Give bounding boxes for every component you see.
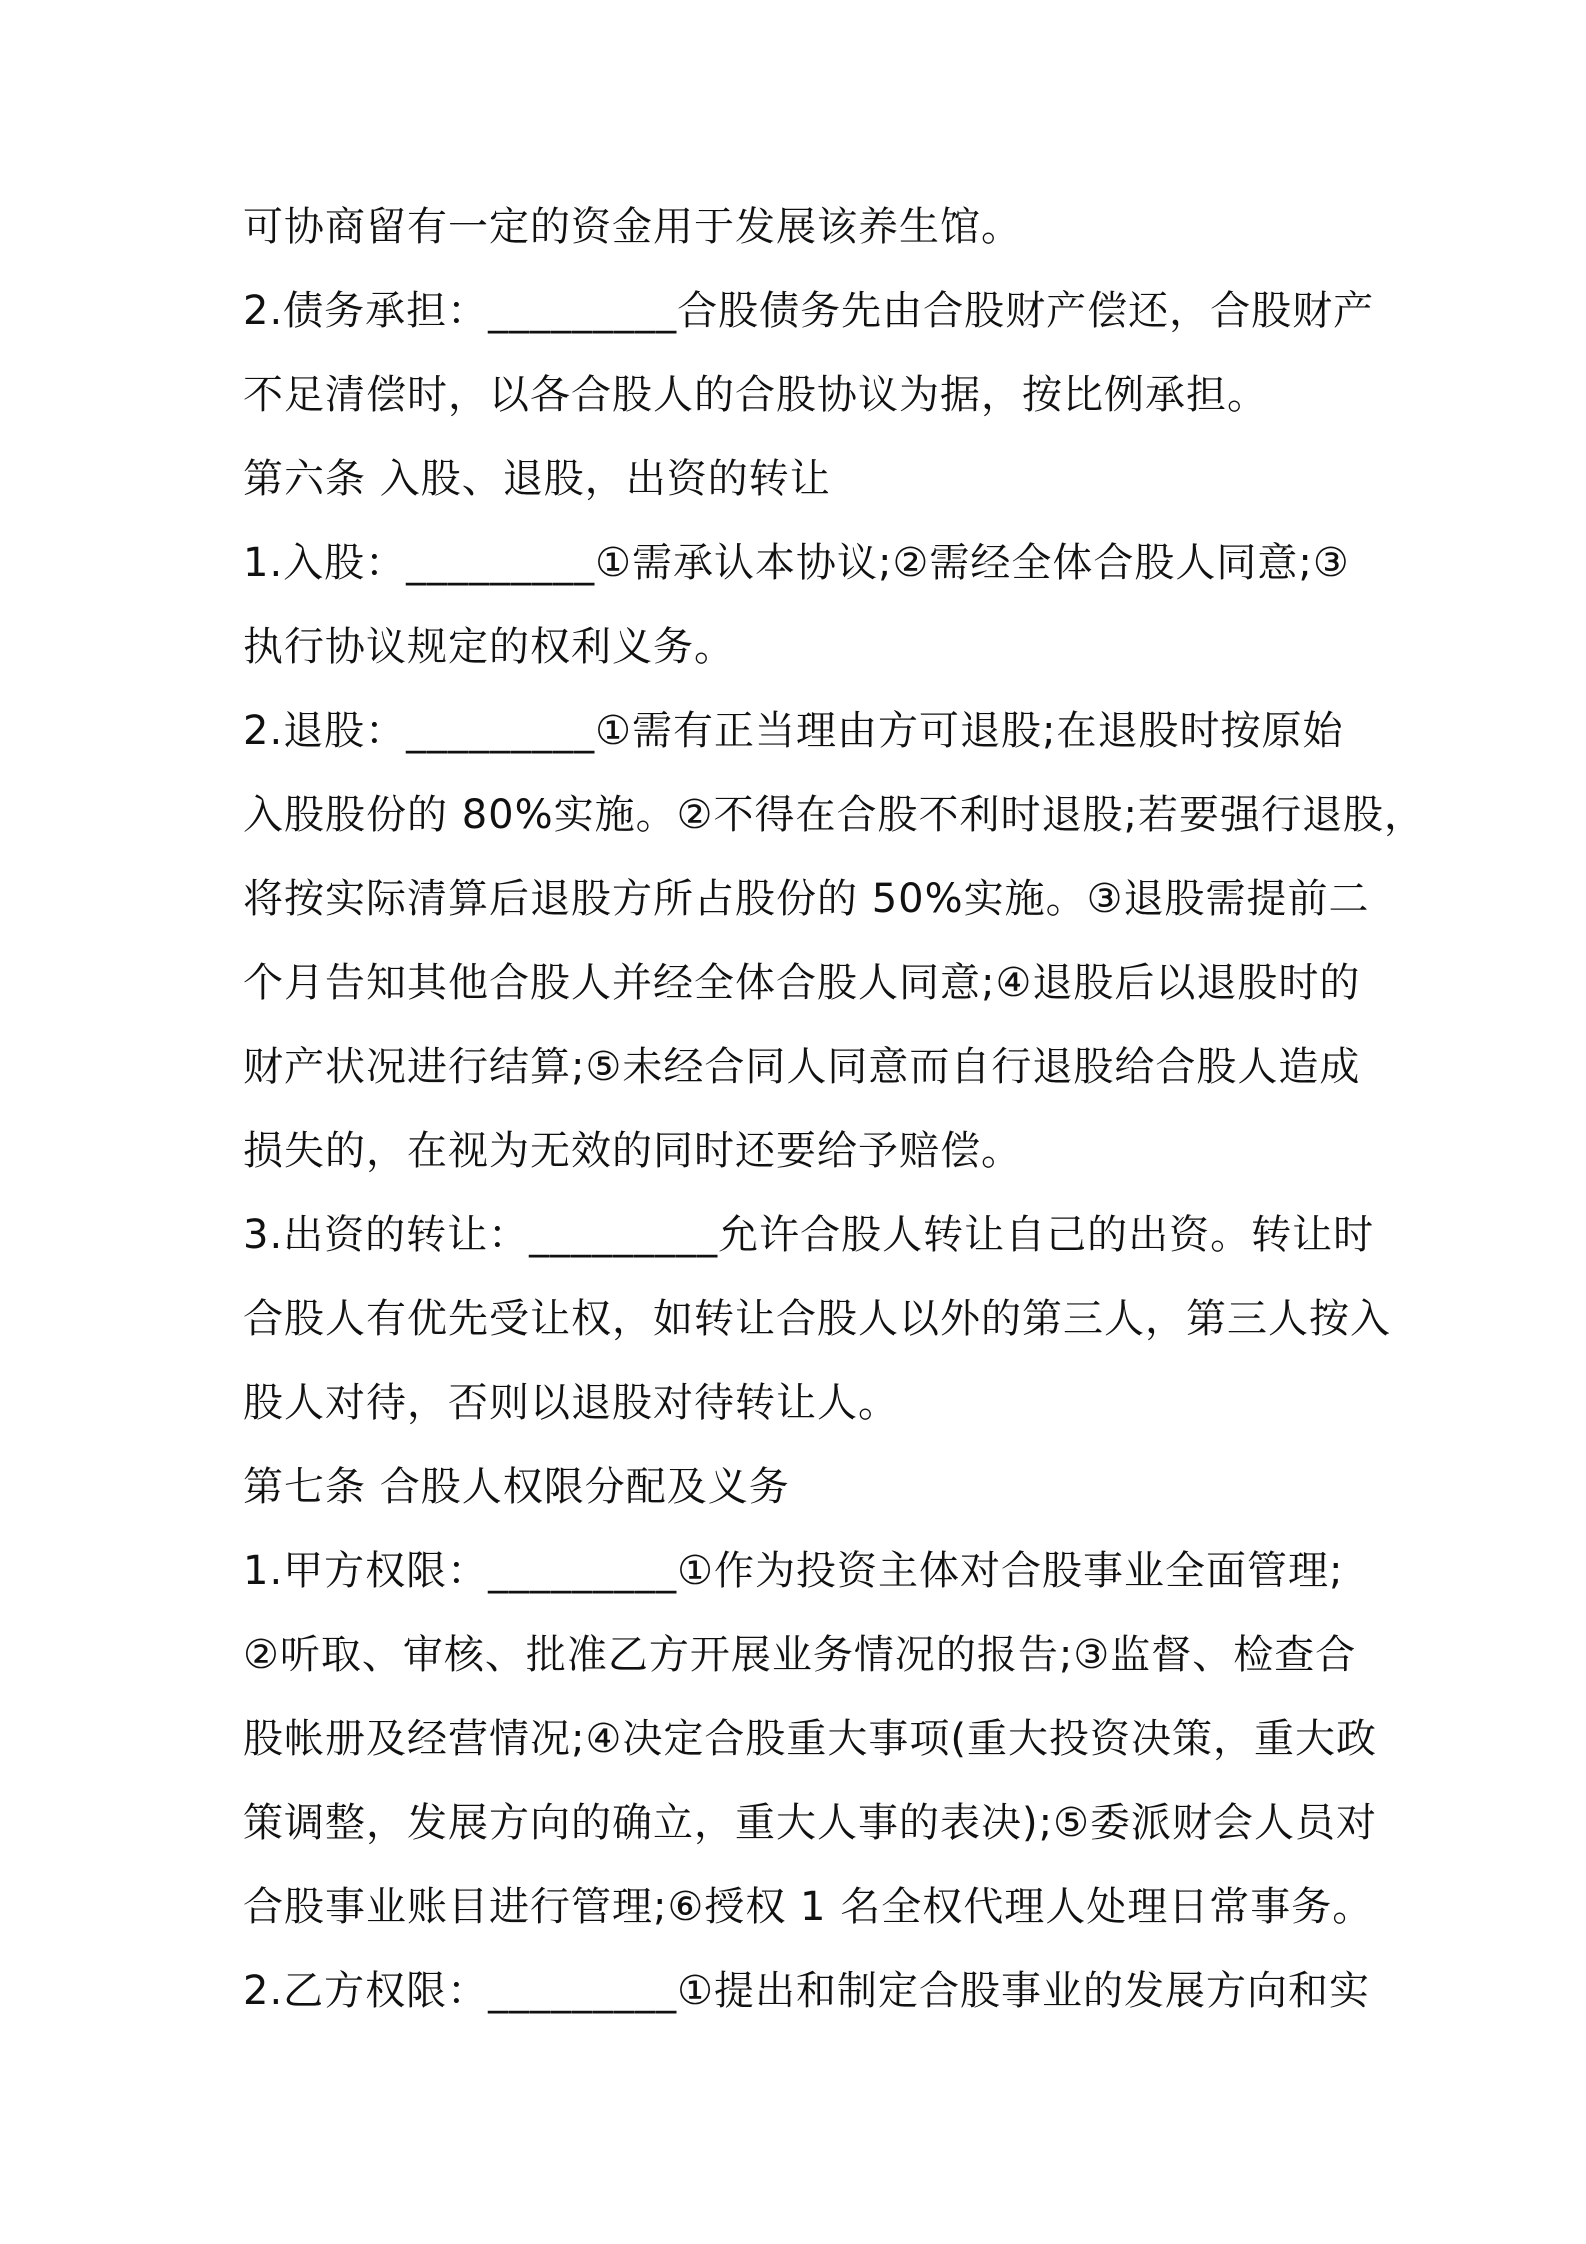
text-line: 财产状况进行结算;⑤未经合同人同意而自行退股给合股人造成 [243,1044,1361,1090]
text-line: 股人对待，否则以退股对待转让人。 [243,1380,899,1426]
text-line: 2.债务承担：_________合股债务先由合股财产偿还，合股财产 [243,288,1375,334]
section-heading: 第七条 合股人权限分配及义务 [243,1464,790,1510]
text-line: 损失的，在视为无效的同时还要给予赔偿。 [243,1128,1022,1174]
text-line: 合股人有优先受让权，如转让合股人以外的第三人，第三人按入 [243,1296,1391,1342]
text-line: 1.甲方权限：_________①作为投资主体对合股事业全面管理; [243,1548,1344,1594]
text-line: 2.退股：_________①需有正当理由方可退股;在退股时按原始 [243,708,1344,754]
text-line: 1.入股：_________①需承认本协议;②需经全体合股人同意;③ [243,540,1350,586]
section-heading: 第六条 入股、退股，出资的转让 [243,456,831,502]
text-line: 将按实际清算后退股方所占股份的 50%实施。③退股需提前二 [243,876,1370,922]
text-line: ②听取、审核、批准乙方开展业务情况的报告;③监督、检查合 [243,1632,1357,1678]
text-line: 合股事业账目进行管理;⑥授权 1 名全权代理人处理日常事务。 [243,1884,1374,1930]
text-line: 股帐册及经营情况;④决定合股重大事项(重大投资决策，重大政 [243,1716,1377,1762]
text-line: 执行协议规定的权利义务。 [243,624,735,670]
text-line: 3.出资的转让：_________允许合股人转让自己的出资。转让时 [243,1212,1375,1258]
text-line: 2.乙方权限：_________①提出和制定合股事业的发展方向和实 [243,1968,1371,2014]
text-line: 可协商留有一定的资金用于发展该养生馆。 [243,204,1022,250]
text-line: 不足清偿时，以各合股人的合股协议为据，按比例承担。 [243,372,1268,418]
text-line: 策调整，发展方向的确立，重大人事的表决);⑤委派财会人员对 [243,1800,1377,1846]
text-line: 个月告知其他合股人并经全体合股人同意;④退股后以退股时的 [243,960,1361,1006]
text-line: 入股股份的 80%实施。②不得在合股不利时退股;若要强行退股， [243,792,1425,838]
